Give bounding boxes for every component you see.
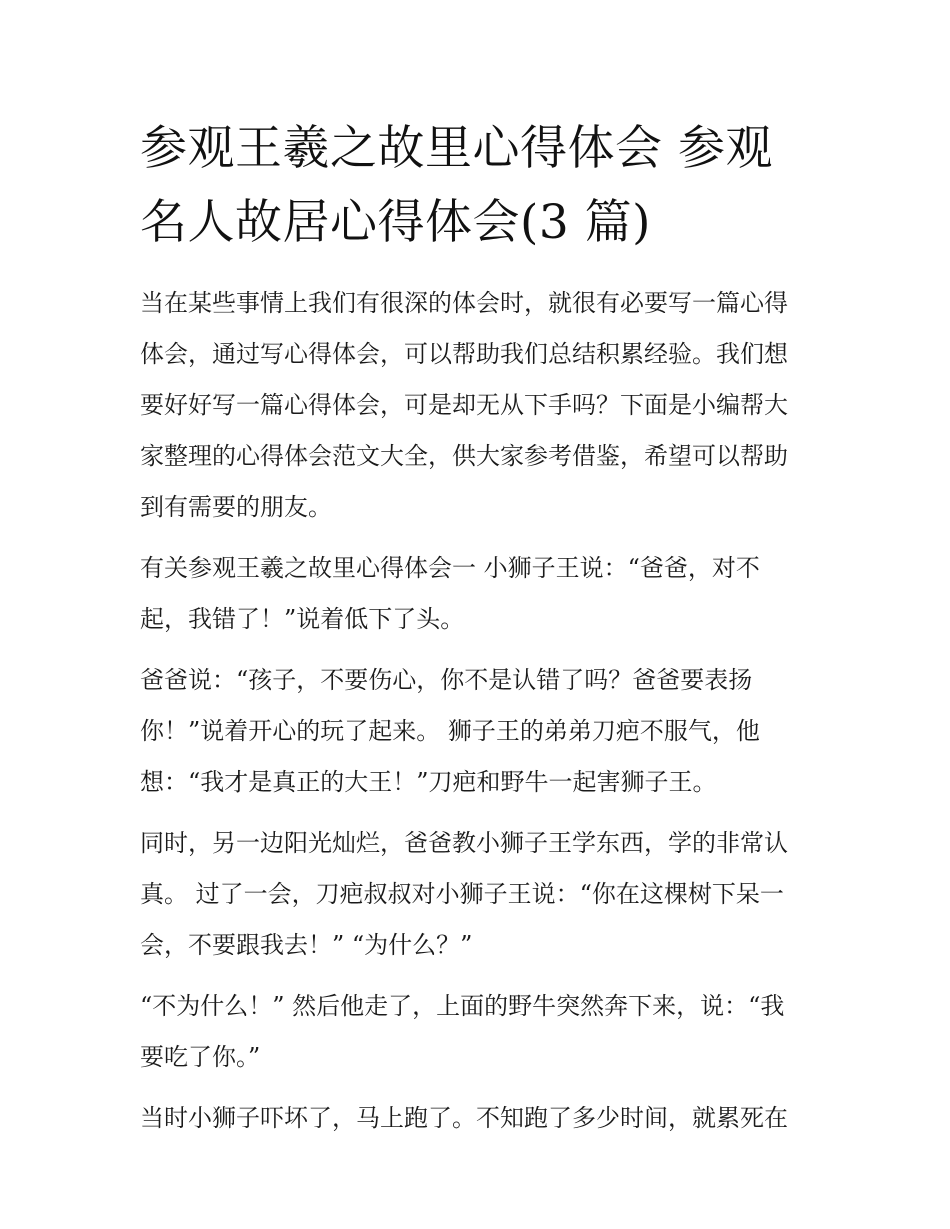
paragraph-line: 家整理的心得体会范文大全，供大家参考借鉴，希望可以帮助 [140,442,788,470]
paragraph-line: 到有需要的朋友。 [140,493,332,521]
paragraph-line: 会，不要跟我去！” “为什么？” [140,931,473,959]
title-line: 参观王羲之故里心得体会 参观 [140,121,773,176]
paragraph-line: 爸爸说：“孩子，不要伤心，你不是认错了吗？爸爸要表扬 [140,666,753,694]
paragraph-line: 真。 过了一会，刀疤叔叔对小狮子王说：“你在这棵树下呆一 [140,880,784,908]
paragraph [140,818,820,971]
paragraph-line: 你！”说着开心的玩了起来。 狮子王的弟弟刀疤不服气，他 [140,717,760,745]
paragraph-line: 同时，另一边阳光灿烂，爸爸教小狮子王学东西，学的非常认 [140,829,788,857]
paragraph [140,1093,820,1144]
paragraph-line: 当时小狮子吓坏了，马上跑了。不知跑了多少时间，就累死在 [140,1104,788,1132]
paragraph-line: 有关参观王羲之故里心得体会一 小狮子王说：“爸爸，对不 [140,554,760,582]
paragraph [140,543,820,645]
paragraph-line: “不为什么！” 然后他走了，上面的野牛突然奔下来，说：“我 [140,992,785,1020]
title-line: 名人故居心得体会(3 篇) [140,195,652,250]
paragraph-line: 想：“我才是真正的大王！”刀疤和野牛一起害狮子王。 [140,768,717,796]
paragraph-line: 体会，通过写心得体会，可以帮助我们总结积累经验。我们想 [140,340,788,368]
paragraph [140,981,820,1083]
paragraph [140,655,820,808]
paragraph-line: 要吃了你。” [140,1043,261,1071]
paragraph-line: 要好好写一篇心得体会，可是却无从下手吗？下面是小编帮大 [140,391,788,419]
paragraph-line: 起，我错了！”说着低下了头。 [140,605,465,633]
paragraph-line: 当在某些事情上我们有很深的体会时，就很有必要写一篇心得 [140,289,788,317]
document-title [140,112,820,260]
document-content [140,112,820,1154]
paragraph [140,278,820,533]
